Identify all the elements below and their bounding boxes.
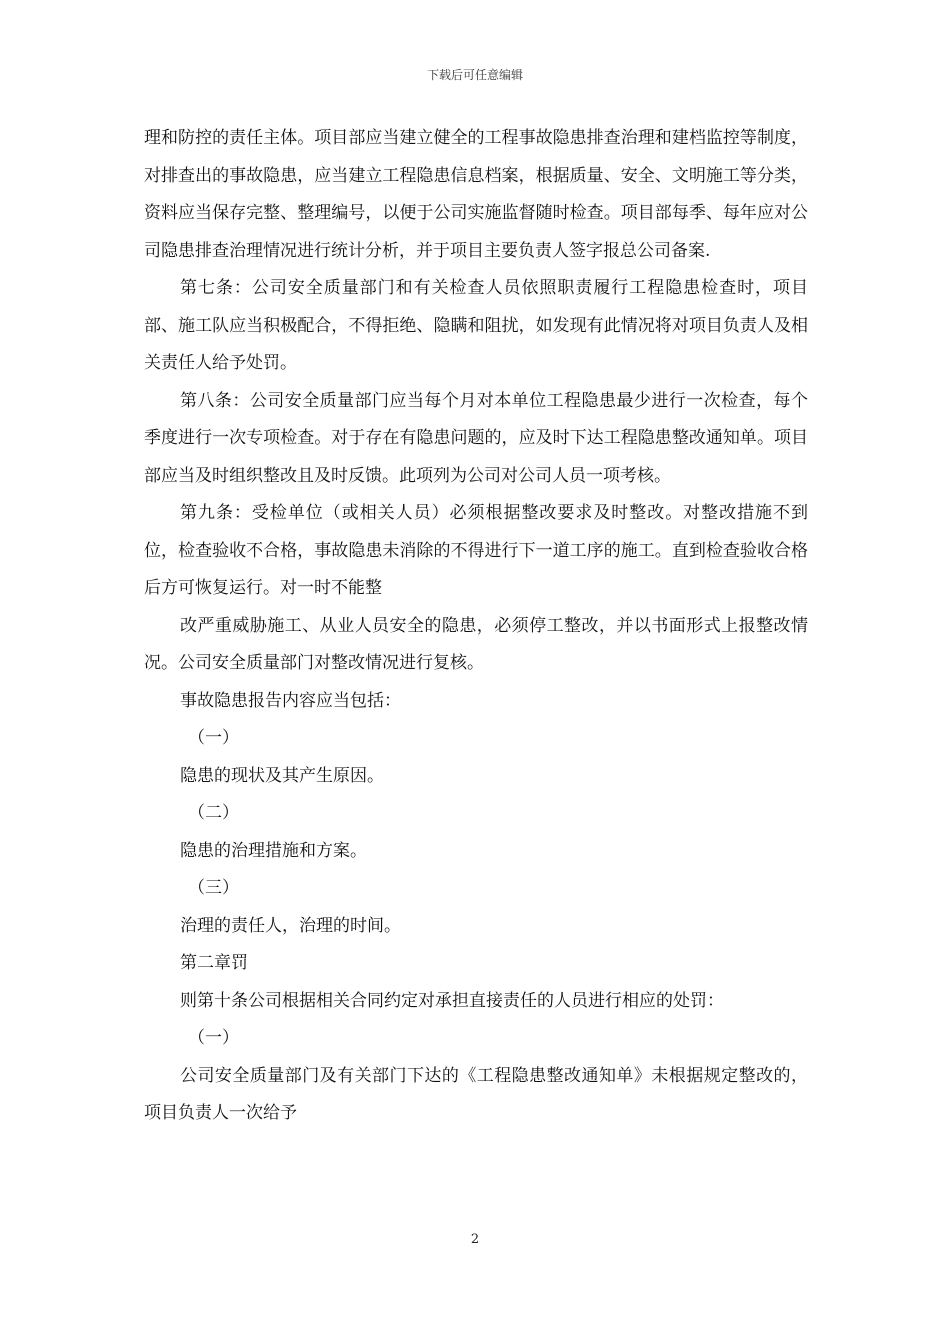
chapter-heading: 第二章罚 xyxy=(180,953,248,973)
list-marker-2: （二） xyxy=(188,803,239,823)
document-body xyxy=(144,120,808,1133)
paragraph-report-contents: 事故隐患报告内容应当包括： xyxy=(180,690,401,711)
paragraph-responsibility: 理和防控的责任主体。项目部应当建立健全的工程事故隐患排查治理和建档监控等制度，对排查出的事故隐患，应当建立工程隐患信息档案，根据质量、安全、文明施工等分类，资料应当保存完整、整理编号，以便于公司实施监督随时检查。项目部每季、每年应对公司隐患排查治理情况进行统计分析，并于项目主要负责人签字报总公司备案. xyxy=(144,128,808,261)
paragraph-article-8: 第八条：公司安全质量部门应当每个月对本单位工程隐患最少进行一次检查，每个季度进行一次专项检查。对于存在有隐患问题的，应及时下达工程隐患整改通知单。项目部应当及时组织整改且及时反馈。此项列为公司对公司人员一项考核。 xyxy=(144,390,808,486)
list-item-2: 隐患的治理措施和方案。 xyxy=(180,840,367,861)
paragraph-penalty-1: 公司安全质量部门及有关部门下达的《工程隐患整改通知单》未根据规定整改的，项目负责人一次给予 xyxy=(144,1065,808,1123)
list-marker-3: （三） xyxy=(188,878,239,898)
paragraph-article-9: 第九条：受检单位（或相关人员）必须根据整改要求及时整改。对整改措施不到位，检查验收不合格，事故隐患未消除的不得进行下一道工序的施工。直到检查验收合格后方可恢复运行。对一时不能整 xyxy=(144,503,808,598)
page-header: 下载后可任意编辑 xyxy=(426,68,523,82)
paragraph-rectification: 改严重威胁施工、从业人员安全的隐患，必须停工整改，并以书面形式上报整改情况。公司安全质量部门对整改情况进行复核。 xyxy=(144,615,808,673)
list-marker-penalty-1: （一） xyxy=(188,1028,239,1048)
list-marker-1: （一） xyxy=(188,728,239,748)
list-item-1: 隐患的现状及其产生原因。 xyxy=(180,765,384,786)
page-number: 2 xyxy=(470,1232,480,1247)
paragraph-article-7: 第七条：公司安全质量部门和有关检查人员依照职责履行工程隐患检查时，项目部、施工队应当积极配合，不得拒绝、隐瞒和阻扰，如发现有此情况将对项目负责人及相关责任人给予处罚。 xyxy=(144,278,808,373)
paragraph-article-10: 则第十条公司根据相关合同约定对承担直接责任的人员进行相应的处罚： xyxy=(180,990,724,1011)
list-item-3: 治理的责任人，治理的时间。 xyxy=(180,915,401,936)
